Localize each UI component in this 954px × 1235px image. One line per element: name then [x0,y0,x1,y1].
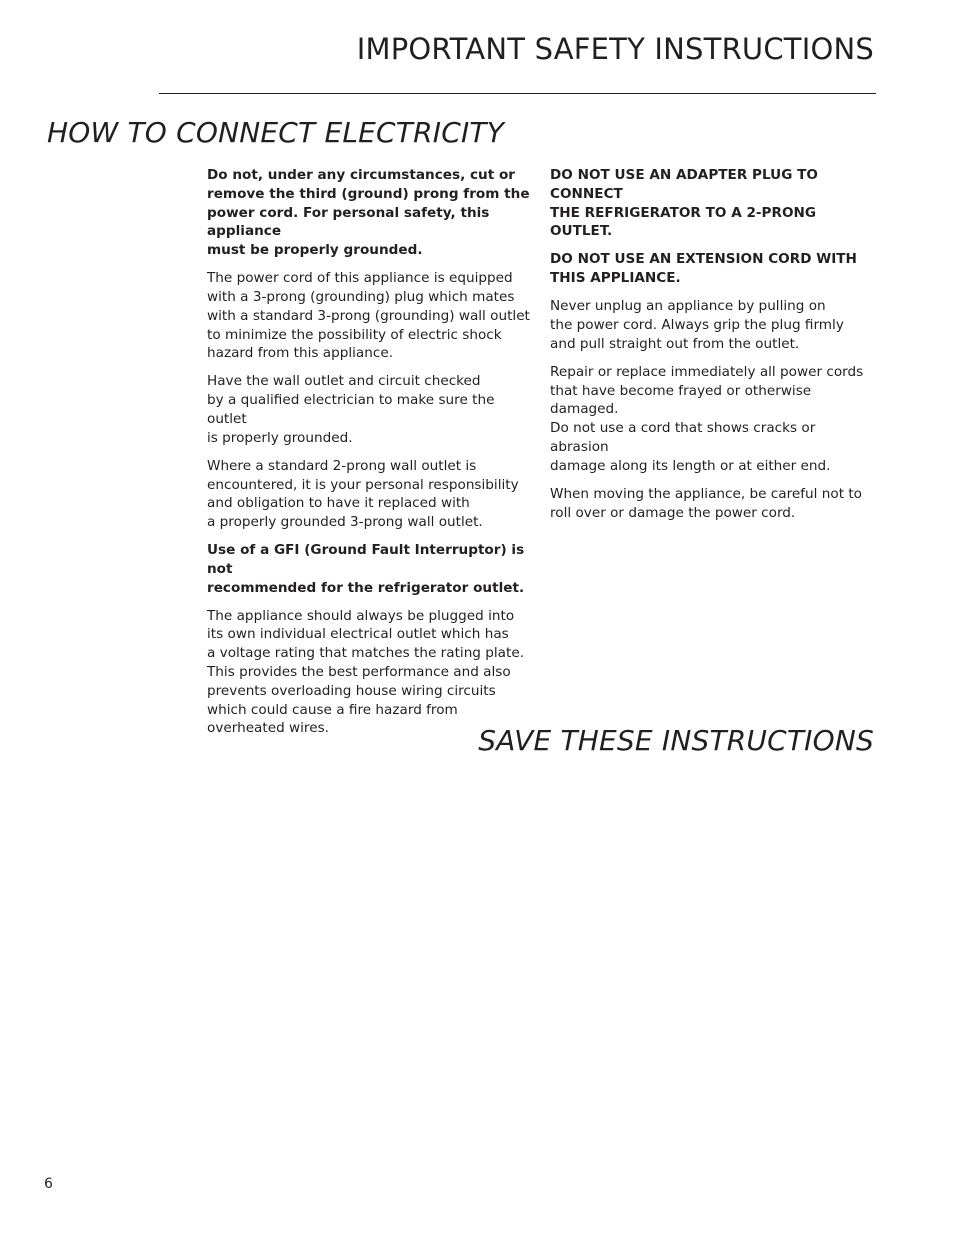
adapter-plug-warning: DO NOT USE AN ADAPTER PLUG TO CONNECT THE REFRIGERATOR TO A 2-PRONG OUTLET. [550,167,818,240]
grounding-warning-paragraph: Do not, under any circumstances, cut or remove the third (ground) prong from the power cord. For personal safety, this appliance must be properly grounded. [207,167,530,259]
outlet-check-paragraph: Have the wall outlet and circuit checked by a qualified electrician to make sure the outlet is properly grounded. [207,373,495,446]
right-column [550,166,876,531]
header-divider [159,93,876,94]
individual-outlet-paragraph: The appliance should always be plugged into its own individual electrical outlet which has a voltage rating that matches the rating plate. This provides the best performance and also prevents overloading house wiring circuits which could cause a fire hazard from overheated wires. [207,607,525,737]
repair-cords-paragraph: Repair or replace immediately all power cords that have become frayed or otherwise damaged. Do not use a cord that shows cracks or abrasion damage along its length or at either end. [550,363,864,474]
extension-cord-warning: DO NOT USE AN EXTENSION CORD WITH THIS APPLIANCE. [550,251,857,287]
moving-appliance-paragraph: When moving the appliance, be careful not to roll over or damage the power cord. [550,485,862,521]
section-title: HOW TO CONNECT ELECTRICITY [47,116,505,149]
page-number: 6 [44,1176,53,1192]
gfi-warning-paragraph: Use of a GFI (Ground Fault Interruptor) is not recommended for the refrigerator outlet. [207,542,525,596]
power-cord-paragraph: The power cord of this appliance is equipped with a 3-prong (grounding) plug which mates with a standard 3-prong (grounding) wall outlet to minimize the possibility of electric shock hazard from this appliance. [207,270,530,362]
two-prong-outlet-paragraph: Where a standard 2-prong wall outlet is encountered, it is your personal responsibility and obligation to have it replaced with a properly grounded 3-prong wall outlet. [207,457,519,531]
unplug-paragraph: Never unplug an appliance by pulling on the power cord. Always grip the plug firmly and pull straight out from the outlet. [550,298,844,352]
save-instructions-title: SAVE THESE INSTRUCTIONS [478,724,874,757]
left-column [207,166,533,747]
page-header-title: IMPORTANT SAFETY INSTRUCTIONS [356,32,874,66]
